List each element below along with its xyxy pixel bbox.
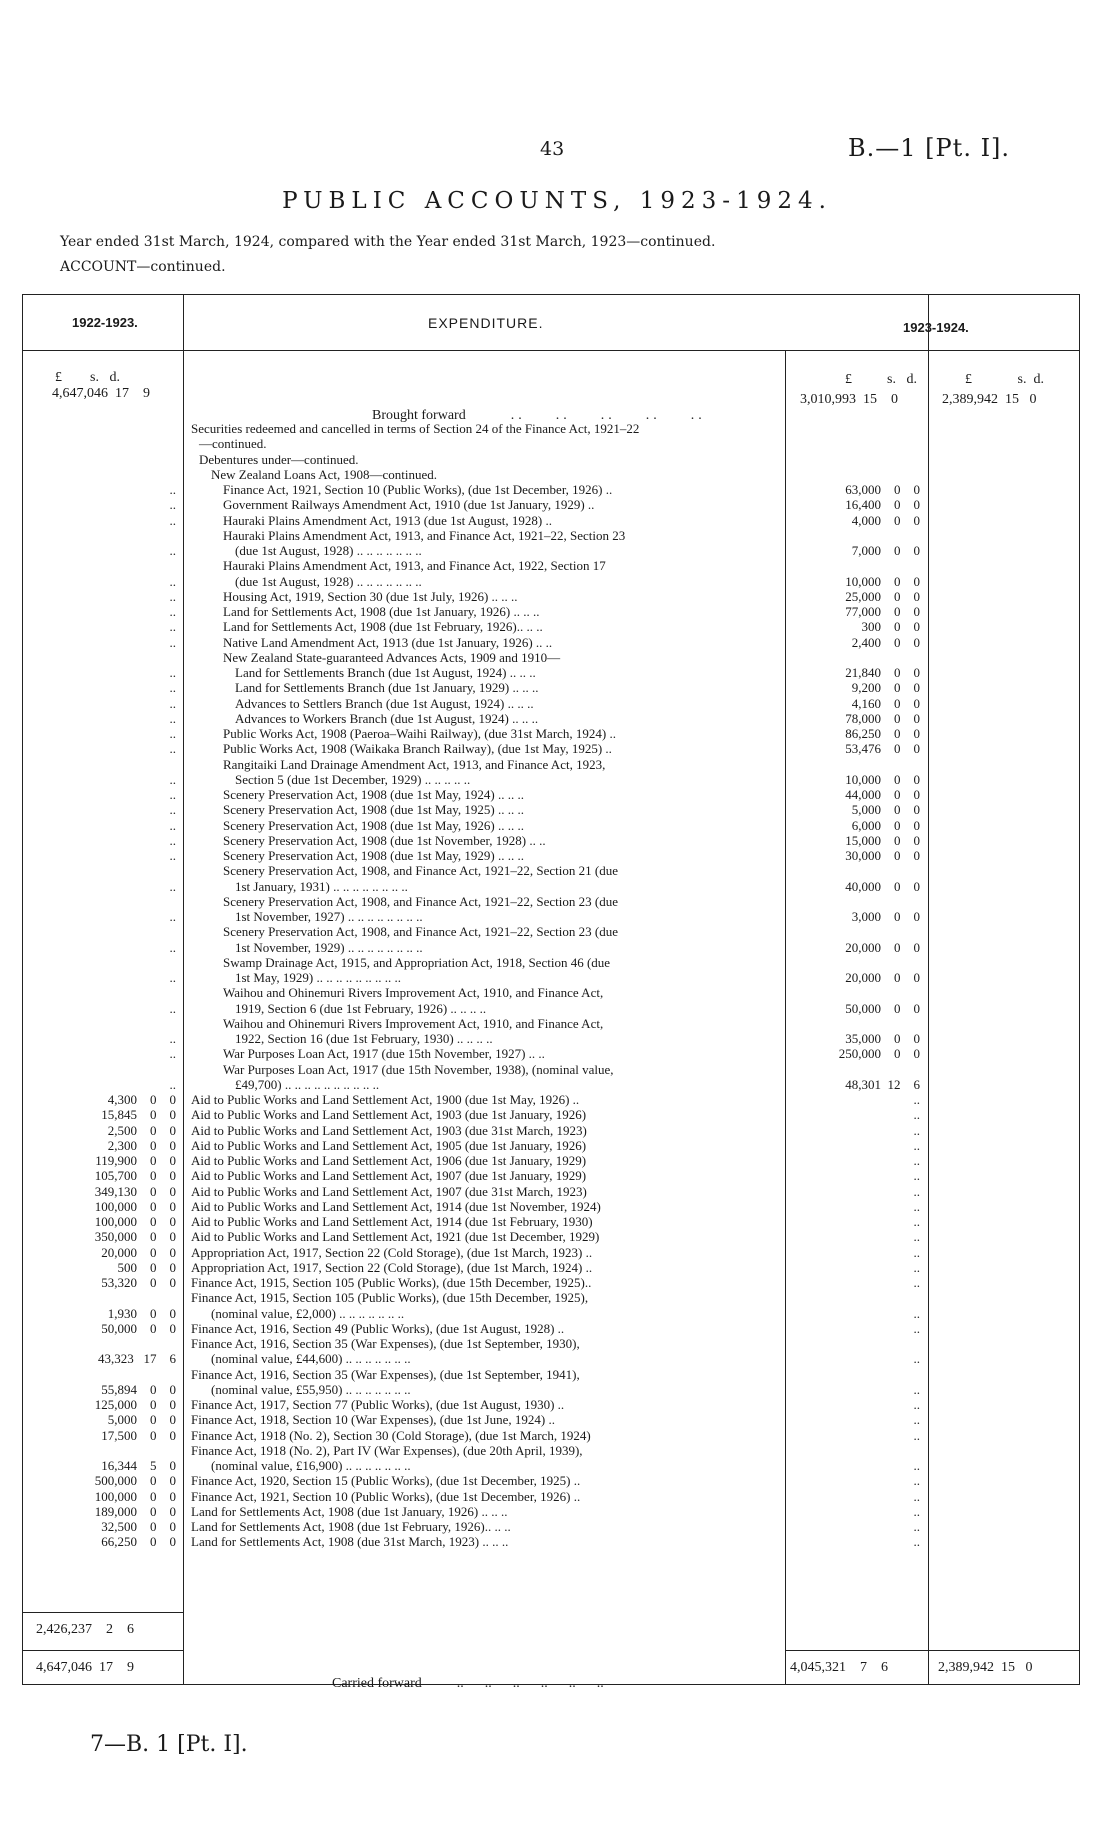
row-1922-1923-value: ..: [169, 909, 176, 924]
carried-forward-rule: [785, 1650, 1080, 1651]
table-row: [0, 1519, 1114, 1534]
row-1923-1924-amount: ..: [913, 1214, 920, 1229]
subtotal-rule-bottom: [22, 1650, 184, 1651]
row-1923-1924-amount: ..: [913, 1229, 920, 1245]
brought-forward-left: 4,647,046 17 9: [52, 386, 150, 401]
row-description: Hauraki Plains Amendment Act, 1913, and Finance Act, 1921–22, Section 23: [223, 527, 626, 543]
row-description: Finance Act, 1915, Section 105 (Public Works), (due 15th December, 1925)..: [191, 1275, 592, 1290]
table-row: [0, 650, 1114, 665]
row-description: Scenery Preservation Act, 1908 (due 1st May, 1925) .. .. ..: [223, 802, 524, 818]
row-1923-1924-amount: 2,400 0 0: [851, 634, 920, 650]
table-row: [0, 574, 1114, 589]
row-description: Section 5 (due 1st December, 1929) .. .. .. .. ..: [235, 771, 471, 787]
row-1923-1924-amount: 44,000 0 0: [845, 787, 920, 802]
row-1922-1923-value: 125,000 0 0: [94, 1397, 176, 1412]
row-description: Scenery Preservation Act, 1908, and Finance Act, 1921–22, Section 23 (due: [223, 893, 618, 909]
row-1922-1923-value: 119,900 0 0: [95, 1153, 176, 1168]
row-description: Finance Act, 1916, Section 49 (Public Works), (due 1st August, 1928) ..: [191, 1320, 565, 1336]
row-1922-1923-value: 100,000 0 0: [94, 1198, 176, 1214]
table-row: [0, 635, 1114, 650]
brought-forward-text: Brought forward: [372, 408, 466, 423]
row-description: Scenery Preservation Act, 1908 (due 1st May, 1926) .. .. ..: [223, 817, 524, 833]
row-description: Advances to Workers Branch (due 1st August, 1924) .. .. ..: [235, 710, 539, 726]
row-1923-1924-amount: ..: [913, 1473, 920, 1489]
row-1922-1923-value: ..: [169, 482, 176, 497]
row-1923-1924-amount: ..: [913, 1503, 920, 1519]
row-1922-1923-value: ..: [169, 970, 176, 985]
row-description: Rangitaiki Land Drainage Amendment Act, 1913, and Finance Act, 1923,: [223, 756, 606, 772]
row-description: (nominal value, £16,900) .. .. .. .. .. .. ..: [211, 1458, 411, 1473]
row-description: Aid to Public Works and Land Settlement Act, 1903 (due 1st January, 1926): [191, 1107, 587, 1123]
table-row: [0, 1473, 1114, 1488]
row-description: Public Works Act, 1908 (Waikaka Branch Railway), (due 1st May, 1925) ..: [223, 741, 612, 757]
row-1922-1923-value: 349,130 0 0: [94, 1183, 176, 1199]
row-1922-1923-value: ..: [169, 680, 176, 696]
row-1923-1924-amount: ..: [913, 1137, 920, 1153]
row-1923-1924-amount: ..: [913, 1244, 920, 1260]
row-1922-1923-value: 66,250 0 0: [101, 1534, 176, 1550]
table-row: [0, 802, 1114, 817]
table-row: [0, 741, 1114, 756]
row-description: Finance Act, 1920, Section 15 (Public Works), (due 1st December, 1925) ..: [191, 1473, 581, 1489]
row-1923-1924-amount: ..: [913, 1351, 920, 1367]
row-description: Scenery Preservation Act, 1908 (due 1st November, 1928) .. ..: [223, 832, 546, 848]
table-row: [0, 894, 1114, 909]
row-description: Finance Act, 1916, Section 35 (War Expenses), (due 1st September, 1941),: [191, 1366, 580, 1382]
row-description: Land for Settlements Branch (due 1st January, 1929) .. .. ..: [235, 680, 539, 696]
row-description: Aid to Public Works and Land Settlement Act, 1914 (due 1st November, 1924): [191, 1198, 601, 1214]
table-row: [0, 619, 1114, 634]
table-row: [0, 1367, 1114, 1382]
row-1923-1924-amount: ..: [913, 1275, 920, 1290]
table-row: [0, 543, 1114, 558]
row-description: Aid to Public Works and Land Settlement Act, 1914 (due 1st February, 1930): [191, 1214, 593, 1229]
row-1922-1923-value: ..: [169, 1031, 176, 1046]
row-1923-1924-amount: 86,250 0 0: [845, 726, 920, 741]
page-subtitle: Year ended 31st March, 1924, compared with the Year ended 31st March, 1923—continued.: [60, 234, 716, 250]
table-row: [0, 1046, 1114, 1061]
row-description: Finance Act, 1915, Section 105 (Public Works), (due 15th December, 1925),: [191, 1290, 589, 1306]
row-description: Finance Act, 1917, Section 77 (Public Works), (due 1st August, 1930) ..: [191, 1397, 565, 1412]
row-1922-1923-value: ..: [169, 771, 176, 787]
row-1922-1923-value: ..: [169, 726, 176, 741]
table-row: [0, 482, 1114, 497]
row-description: £49,700) .. .. .. .. .. .. .. .. .. ..: [235, 1076, 380, 1092]
row-description: —continued.: [199, 436, 267, 452]
row-1922-1923-value: ..: [169, 1046, 176, 1062]
row-1922-1923-value: 50,000 0 0: [101, 1320, 176, 1336]
table-row: [0, 833, 1114, 848]
row-description: Aid to Public Works and Land Settlement Act, 1903 (due 31st March, 1923): [191, 1122, 587, 1138]
table-row: [0, 1351, 1114, 1366]
row-1923-1924-amount: ..: [913, 1305, 920, 1321]
row-1923-1924-amount: ..: [913, 1488, 920, 1504]
row-description: Hauraki Plains Amendment Act, 1913 (due 1st August, 1928) ..: [223, 512, 552, 528]
row-1923-1924-amount: 300 0 0: [861, 619, 920, 635]
row-description: 1st November, 1927) .. .. .. .. .. .. .. ..: [235, 909, 423, 924]
table-row: [0, 1214, 1114, 1229]
row-description: Aid to Public Works and Land Settlement Act, 1900 (due 1st May, 1926) ..: [191, 1092, 580, 1107]
table-row: [0, 1290, 1114, 1305]
row-description: Aid to Public Works and Land Settlement Act, 1907 (due 31st March, 1923): [191, 1183, 587, 1199]
row-description: (nominal value, £44,600) .. .. .. .. .. .. ..: [211, 1351, 411, 1367]
table-row: [0, 924, 1114, 939]
table-row: [0, 1184, 1114, 1199]
row-1922-1923-value: ..: [169, 741, 176, 757]
row-1923-1924-amount: 4,000 0 0: [851, 512, 920, 528]
page-number: 43: [540, 138, 565, 160]
row-description: (nominal value, £55,950) .. .. .. .. .. .. ..: [211, 1381, 411, 1397]
row-description: Debentures under—continued.: [199, 451, 359, 467]
row-description: Waihou and Ohinemuri Rivers Improvement Act, 1910, and Finance Act,: [223, 1015, 604, 1031]
row-1923-1924-amount: ..: [913, 1198, 920, 1214]
header-expenditure: EXPENDITURE.: [428, 315, 544, 331]
table-row: [0, 1016, 1114, 1031]
row-description: Aid to Public Works and Land Settlement Act, 1906 (due 1st January, 1929): [191, 1153, 587, 1168]
row-1923-1924-amount: 35,000 0 0: [845, 1031, 920, 1046]
table-row: [0, 1077, 1114, 1092]
carried-forward-label: Carried forward .. .. .. .. .. ..: [332, 1676, 604, 1691]
row-1923-1924-amount: 7,000 0 0: [851, 543, 920, 558]
table-row: [0, 1412, 1114, 1427]
table-row: [0, 940, 1114, 955]
footer-reference: 7—B. 1 [Pt. I].: [90, 1732, 248, 1757]
table-row: [0, 726, 1114, 741]
table-row: [0, 1321, 1114, 1336]
table-row: [0, 1245, 1114, 1260]
row-1922-1923-value: ..: [169, 802, 176, 818]
table-row: [0, 787, 1114, 802]
brought-forward-label: Brought forward .. .. .. .. ..: [372, 408, 706, 423]
row-description: Scenery Preservation Act, 1908 (due 1st May, 1924) .. .. ..: [223, 787, 524, 802]
row-description: 1st January, 1931) .. .. .. .. .. .. .. ..: [235, 878, 408, 894]
row-description: Land for Settlements Act, 1908 (due 31st March, 1923) .. .. ..: [191, 1534, 509, 1550]
table-row: [0, 863, 1114, 878]
table-row: [0, 558, 1114, 573]
table-row: [0, 1336, 1114, 1351]
table-row: [0, 1153, 1114, 1168]
row-description: New Zealand Loans Act, 1908—continued.: [211, 466, 437, 482]
table-top-rule: [22, 294, 1080, 295]
row-1922-1923-value: ..: [169, 1076, 176, 1092]
row-1922-1923-value: 500 0 0: [117, 1259, 176, 1275]
table-row: [0, 665, 1114, 680]
row-1922-1923-value: ..: [169, 619, 176, 635]
row-1923-1924-amount: ..: [913, 1412, 920, 1428]
table-row: [0, 589, 1114, 604]
row-description: Land for Settlements Act, 1908 (due 1st February, 1926).. .. ..: [223, 619, 543, 635]
table-row: [0, 497, 1114, 512]
row-description: Advances to Settlers Branch (due 1st August, 1924) .. .. ..: [235, 695, 534, 711]
row-description: Aid to Public Works and Land Settlement Act, 1921 (due 1st December, 1929): [191, 1229, 600, 1245]
row-1923-1924-amount: ..: [913, 1183, 920, 1199]
table-row: [0, 970, 1114, 985]
units-left: £ s. d.: [55, 370, 120, 385]
table-row: [0, 528, 1114, 543]
row-1923-1924-amount: 250,000 0 0: [838, 1046, 920, 1062]
row-description: Land for Settlements Act, 1908 (due 1st January, 1926) .. .. ..: [223, 604, 540, 619]
row-1922-1923-value: ..: [169, 497, 176, 513]
row-1922-1923-value: 100,000 0 0: [94, 1488, 176, 1504]
row-description: Scenery Preservation Act, 1908, and Finance Act, 1921–22, Section 23 (due: [223, 924, 618, 940]
row-1923-1924-amount: 3,000 0 0: [851, 909, 920, 924]
page-title: PUBLIC ACCOUNTS, 1923-1924.: [282, 188, 832, 214]
table-row: [0, 421, 1114, 436]
row-description: Finance Act, 1918 (No. 2), Part IV (War Expenses), (due 20th April, 1939),: [191, 1442, 583, 1458]
row-1922-1923-value: 100,000 0 0: [94, 1214, 176, 1229]
row-1923-1924-amount: ..: [913, 1427, 920, 1443]
row-1922-1923-value: 53,320 0 0: [101, 1275, 176, 1290]
table-row: [0, 1443, 1114, 1458]
table-row: [0, 955, 1114, 970]
row-description: Securities redeemed and cancelled in terms of Section 24 of the Finance Act, 1921–22: [191, 421, 640, 436]
table-row: [0, 1428, 1114, 1443]
row-1923-1924-amount: ..: [913, 1168, 920, 1184]
row-1923-1924-amount: 30,000 0 0: [845, 848, 920, 863]
row-description: Land for Settlements Act, 1908 (due 1st February, 1926).. .. ..: [191, 1519, 511, 1534]
table-row: [0, 1489, 1114, 1504]
brought-forward-right: 2,389,942 15 0: [942, 392, 1037, 407]
row-1922-1923-value: ..: [169, 604, 176, 619]
row-description: (due 1st August, 1928) .. .. .. .. .. .. ..: [235, 543, 422, 558]
row-1922-1923-value: ..: [169, 832, 176, 848]
row-1923-1924-amount: 40,000 0 0: [845, 878, 920, 894]
row-description: War Purposes Loan Act, 1917 (due 15th November, 1927) .. ..: [223, 1046, 545, 1062]
row-1922-1923-value: ..: [169, 710, 176, 726]
carried-forward-amount: 4,045,321 7 6: [790, 1660, 888, 1675]
brought-forward-amount: 3,010,993 15 0: [800, 392, 898, 407]
row-1922-1923-value: ..: [169, 665, 176, 680]
table-row: [0, 818, 1114, 833]
row-1923-1924-amount: ..: [913, 1092, 920, 1107]
table-row: [0, 879, 1114, 894]
row-1922-1923-value: ..: [169, 634, 176, 650]
row-1923-1924-amount: 63,000 0 0: [845, 482, 920, 497]
row-1923-1924-amount: ..: [913, 1122, 920, 1138]
row-1922-1923-value: ..: [169, 573, 176, 589]
row-description: Waihou and Ohinemuri Rivers Improvement Act, 1910, and Finance Act,: [223, 985, 604, 1001]
row-description: New Zealand State-guaranteed Advances Acts, 1909 and 1910—: [223, 649, 561, 665]
row-1922-1923-value: 500,000 0 0: [94, 1473, 176, 1489]
row-1922-1923-value: 16,344 5 0: [101, 1458, 176, 1473]
table-row: [0, 1031, 1114, 1046]
table-row: [0, 1168, 1114, 1183]
table-row: [0, 1534, 1114, 1549]
row-1923-1924-amount: 6,000 0 0: [851, 817, 920, 833]
row-1922-1923-value: ..: [169, 543, 176, 558]
row-1923-1924-amount: ..: [913, 1381, 920, 1397]
row-1923-1924-amount: 10,000 0 0: [845, 771, 920, 787]
table-row: [0, 1229, 1114, 1244]
row-1923-1924-amount: 15,000 0 0: [845, 832, 920, 848]
table-row: [0, 680, 1114, 695]
row-description: Hauraki Plains Amendment Act, 1913, and Finance Act, 1922, Section 17: [223, 558, 606, 574]
row-1922-1923-value: 2,500 0 0: [107, 1122, 176, 1138]
row-description: (nominal value, £2,000) .. .. .. .. .. .. ..: [211, 1305, 405, 1321]
table-row: [0, 1382, 1114, 1397]
row-1922-1923-value: 1,930 0 0: [107, 1305, 176, 1321]
row-1923-1924-amount: ..: [913, 1259, 920, 1275]
row-1922-1923-value: 55,894 0 0: [101, 1381, 176, 1397]
row-description: (due 1st August, 1928) .. .. .. .. .. .. ..: [235, 573, 422, 589]
row-description: 1922, Section 16 (due 1st February, 1930) .. .. .. ..: [235, 1031, 493, 1046]
table-row: [0, 513, 1114, 528]
row-description: 1st November, 1929) .. .. .. .. .. .. .. ..: [235, 939, 423, 955]
row-1922-1923-value: 15,845 0 0: [101, 1107, 176, 1123]
table-row: [0, 436, 1114, 451]
row-1923-1924-amount: ..: [913, 1534, 920, 1550]
table-row: [0, 711, 1114, 726]
row-1922-1923-value: 189,000 0 0: [94, 1503, 176, 1519]
table-row: [0, 848, 1114, 863]
row-1923-1924-amount: 77,000 0 0: [845, 604, 920, 619]
row-1922-1923-value: 17,500 0 0: [101, 1427, 176, 1443]
row-1923-1924-amount: 48,301 12 6: [845, 1076, 920, 1092]
row-1922-1923-value: 350,000 0 0: [94, 1229, 176, 1245]
row-1923-1924-amount: ..: [913, 1397, 920, 1412]
subtotal-left: 2,426,237 2 6: [36, 1622, 134, 1637]
table-header-rule: [22, 350, 1080, 351]
row-1922-1923-value: 4,300 0 0: [107, 1092, 176, 1107]
row-1922-1923-value: ..: [169, 512, 176, 528]
row-description: Land for Settlements Branch (due 1st August, 1924) .. .. ..: [235, 665, 536, 680]
row-1922-1923-value: ..: [169, 787, 176, 802]
row-1923-1924-amount: ..: [913, 1153, 920, 1168]
row-description: Swamp Drainage Act, 1915, and Appropriation Act, 1918, Section 46 (due: [223, 954, 611, 970]
row-1923-1924-amount: 78,000 0 0: [845, 710, 920, 726]
row-1922-1923-value: 105,700 0 0: [94, 1168, 176, 1184]
row-1922-1923-value: ..: [169, 939, 176, 955]
carried-forward-text: Carried forward: [332, 1676, 422, 1691]
carried-forward-left: 4,647,046 17 9: [36, 1660, 134, 1675]
row-1923-1924-amount: ..: [913, 1458, 920, 1473]
units-right: £ s. d.: [965, 372, 1044, 387]
row-1923-1924-amount: 50,000 0 0: [845, 1000, 920, 1016]
account-label: ACCOUNT—continued.: [60, 259, 226, 275]
row-1922-1923-value: ..: [169, 817, 176, 833]
row-description: 1919, Section 6 (due 1st February, 1926) .. .. .. ..: [235, 1000, 487, 1016]
row-description: Scenery Preservation Act, 1908 (due 1st May, 1929) .. .. ..: [223, 848, 524, 863]
table-row: [0, 1306, 1114, 1321]
table-row: [0, 1092, 1114, 1107]
table-row: [0, 604, 1114, 619]
table-row: [0, 1275, 1114, 1290]
table-row: [0, 1199, 1114, 1214]
row-description: Finance Act, 1918 (No. 2), Section 30 (Cold Storage), (due 1st March, 1924): [191, 1427, 591, 1443]
table-row: [0, 1138, 1114, 1153]
row-description: Appropriation Act, 1917, Section 22 (Cold Storage), (due 1st March, 1923) ..: [191, 1244, 593, 1260]
row-description: Housing Act, 1919, Section 30 (due 1st July, 1926) .. .. ..: [223, 588, 518, 604]
row-1923-1924-amount: ..: [913, 1320, 920, 1336]
row-1922-1923-value: 32,500 0 0: [101, 1519, 176, 1534]
expenditure-rows: [0, 421, 1114, 1601]
header-year-1922-1923: 1922-1923.: [72, 315, 138, 330]
row-1922-1923-value: ..: [169, 695, 176, 711]
row-1923-1924-amount: 5,000 0 0: [851, 802, 920, 818]
row-1923-1924-amount: 21,840 0 0: [845, 665, 920, 680]
row-description: Finance Act, 1921, Section 10 (Public Works), (due 1st December, 1926) ..: [191, 1488, 581, 1504]
row-1923-1924-amount: 10,000 0 0: [845, 573, 920, 589]
table-row: [0, 1107, 1114, 1122]
row-1923-1924-amount: 53,476 0 0: [845, 741, 920, 757]
row-description: Aid to Public Works and Land Settlement Act, 1907 (due 1st January, 1929): [191, 1168, 587, 1184]
row-1922-1923-value: ..: [169, 878, 176, 894]
row-1923-1924-amount: 25,000 0 0: [845, 588, 920, 604]
table-row: [0, 985, 1114, 1000]
row-description: War Purposes Loan Act, 1917 (due 15th November, 1938), (nominal value,: [223, 1061, 614, 1077]
row-description: Public Works Act, 1908 (Paeroa–Waihi Railway), (due 31st March, 1924) ..: [223, 726, 617, 741]
row-1922-1923-value: ..: [169, 1000, 176, 1016]
table-row: [0, 696, 1114, 711]
table-row: [0, 1123, 1114, 1138]
row-description: 1st May, 1929) .. .. .. .. .. .. .. .. ..: [235, 970, 401, 985]
row-1922-1923-value: 2,300 0 0: [107, 1137, 176, 1153]
row-description: Aid to Public Works and Land Settlement Act, 1905 (due 1st January, 1926): [191, 1137, 587, 1153]
units-amount: £ s. d.: [845, 372, 917, 387]
row-1923-1924-amount: ..: [913, 1519, 920, 1534]
row-1923-1924-amount: 9,200 0 0: [851, 680, 920, 696]
row-1923-1924-amount: 20,000 0 0: [845, 970, 920, 985]
table-row: [0, 1062, 1114, 1077]
table-row: [0, 1504, 1114, 1519]
row-1922-1923-value: ..: [169, 848, 176, 863]
table-row: [0, 467, 1114, 482]
row-description: Government Railways Amendment Act, 1910 (due 1st January, 1929) ..: [223, 497, 595, 513]
row-description: Finance Act, 1916, Section 35 (War Expenses), (due 1st September, 1930),: [191, 1336, 580, 1351]
table-row: [0, 1260, 1114, 1275]
row-description: Appropriation Act, 1917, Section 22 (Cold Storage), (due 1st March, 1924) ..: [191, 1259, 593, 1275]
document-reference: B.—1 [Pt. I].: [848, 134, 1011, 162]
carried-forward-right: 2,389,942 15 0: [938, 1660, 1033, 1675]
row-1922-1923-value: 20,000 0 0: [101, 1244, 176, 1260]
table-row: [0, 452, 1114, 467]
row-1923-1924-amount: 20,000 0 0: [845, 939, 920, 955]
table-row: [0, 1458, 1114, 1473]
row-1922-1923-value: 5,000 0 0: [107, 1412, 176, 1428]
table-row: [0, 1001, 1114, 1016]
row-1923-1924-amount: 16,400 0 0: [845, 497, 920, 513]
row-1923-1924-amount: ..: [913, 1107, 920, 1123]
subtotal-rule: [22, 1612, 184, 1613]
row-description: Native Land Amendment Act, 1913 (due 1st January, 1926) .. ..: [223, 634, 553, 650]
table-row: [0, 757, 1114, 772]
row-description: Scenery Preservation Act, 1908, and Finance Act, 1921–22, Section 21 (due: [223, 863, 618, 879]
header-year-1923-1924: 1923-1924.: [903, 320, 969, 335]
row-description: Land for Settlements Act, 1908 (due 1st January, 1926) .. .. ..: [191, 1503, 508, 1519]
row-description: Finance Act, 1918, Section 10 (War Expenses), (due 1st June, 1924) ..: [191, 1412, 555, 1428]
table-row: [0, 909, 1114, 924]
table-row: [0, 1397, 1114, 1412]
row-1922-1923-value: 43,323 17 6: [98, 1351, 176, 1367]
row-1923-1924-amount: 4,160 0 0: [851, 695, 920, 711]
table-row: [0, 772, 1114, 787]
row-1922-1923-value: ..: [169, 588, 176, 604]
row-description: Finance Act, 1921, Section 10 (Public Works), (due 1st December, 1926) ..: [223, 482, 613, 497]
